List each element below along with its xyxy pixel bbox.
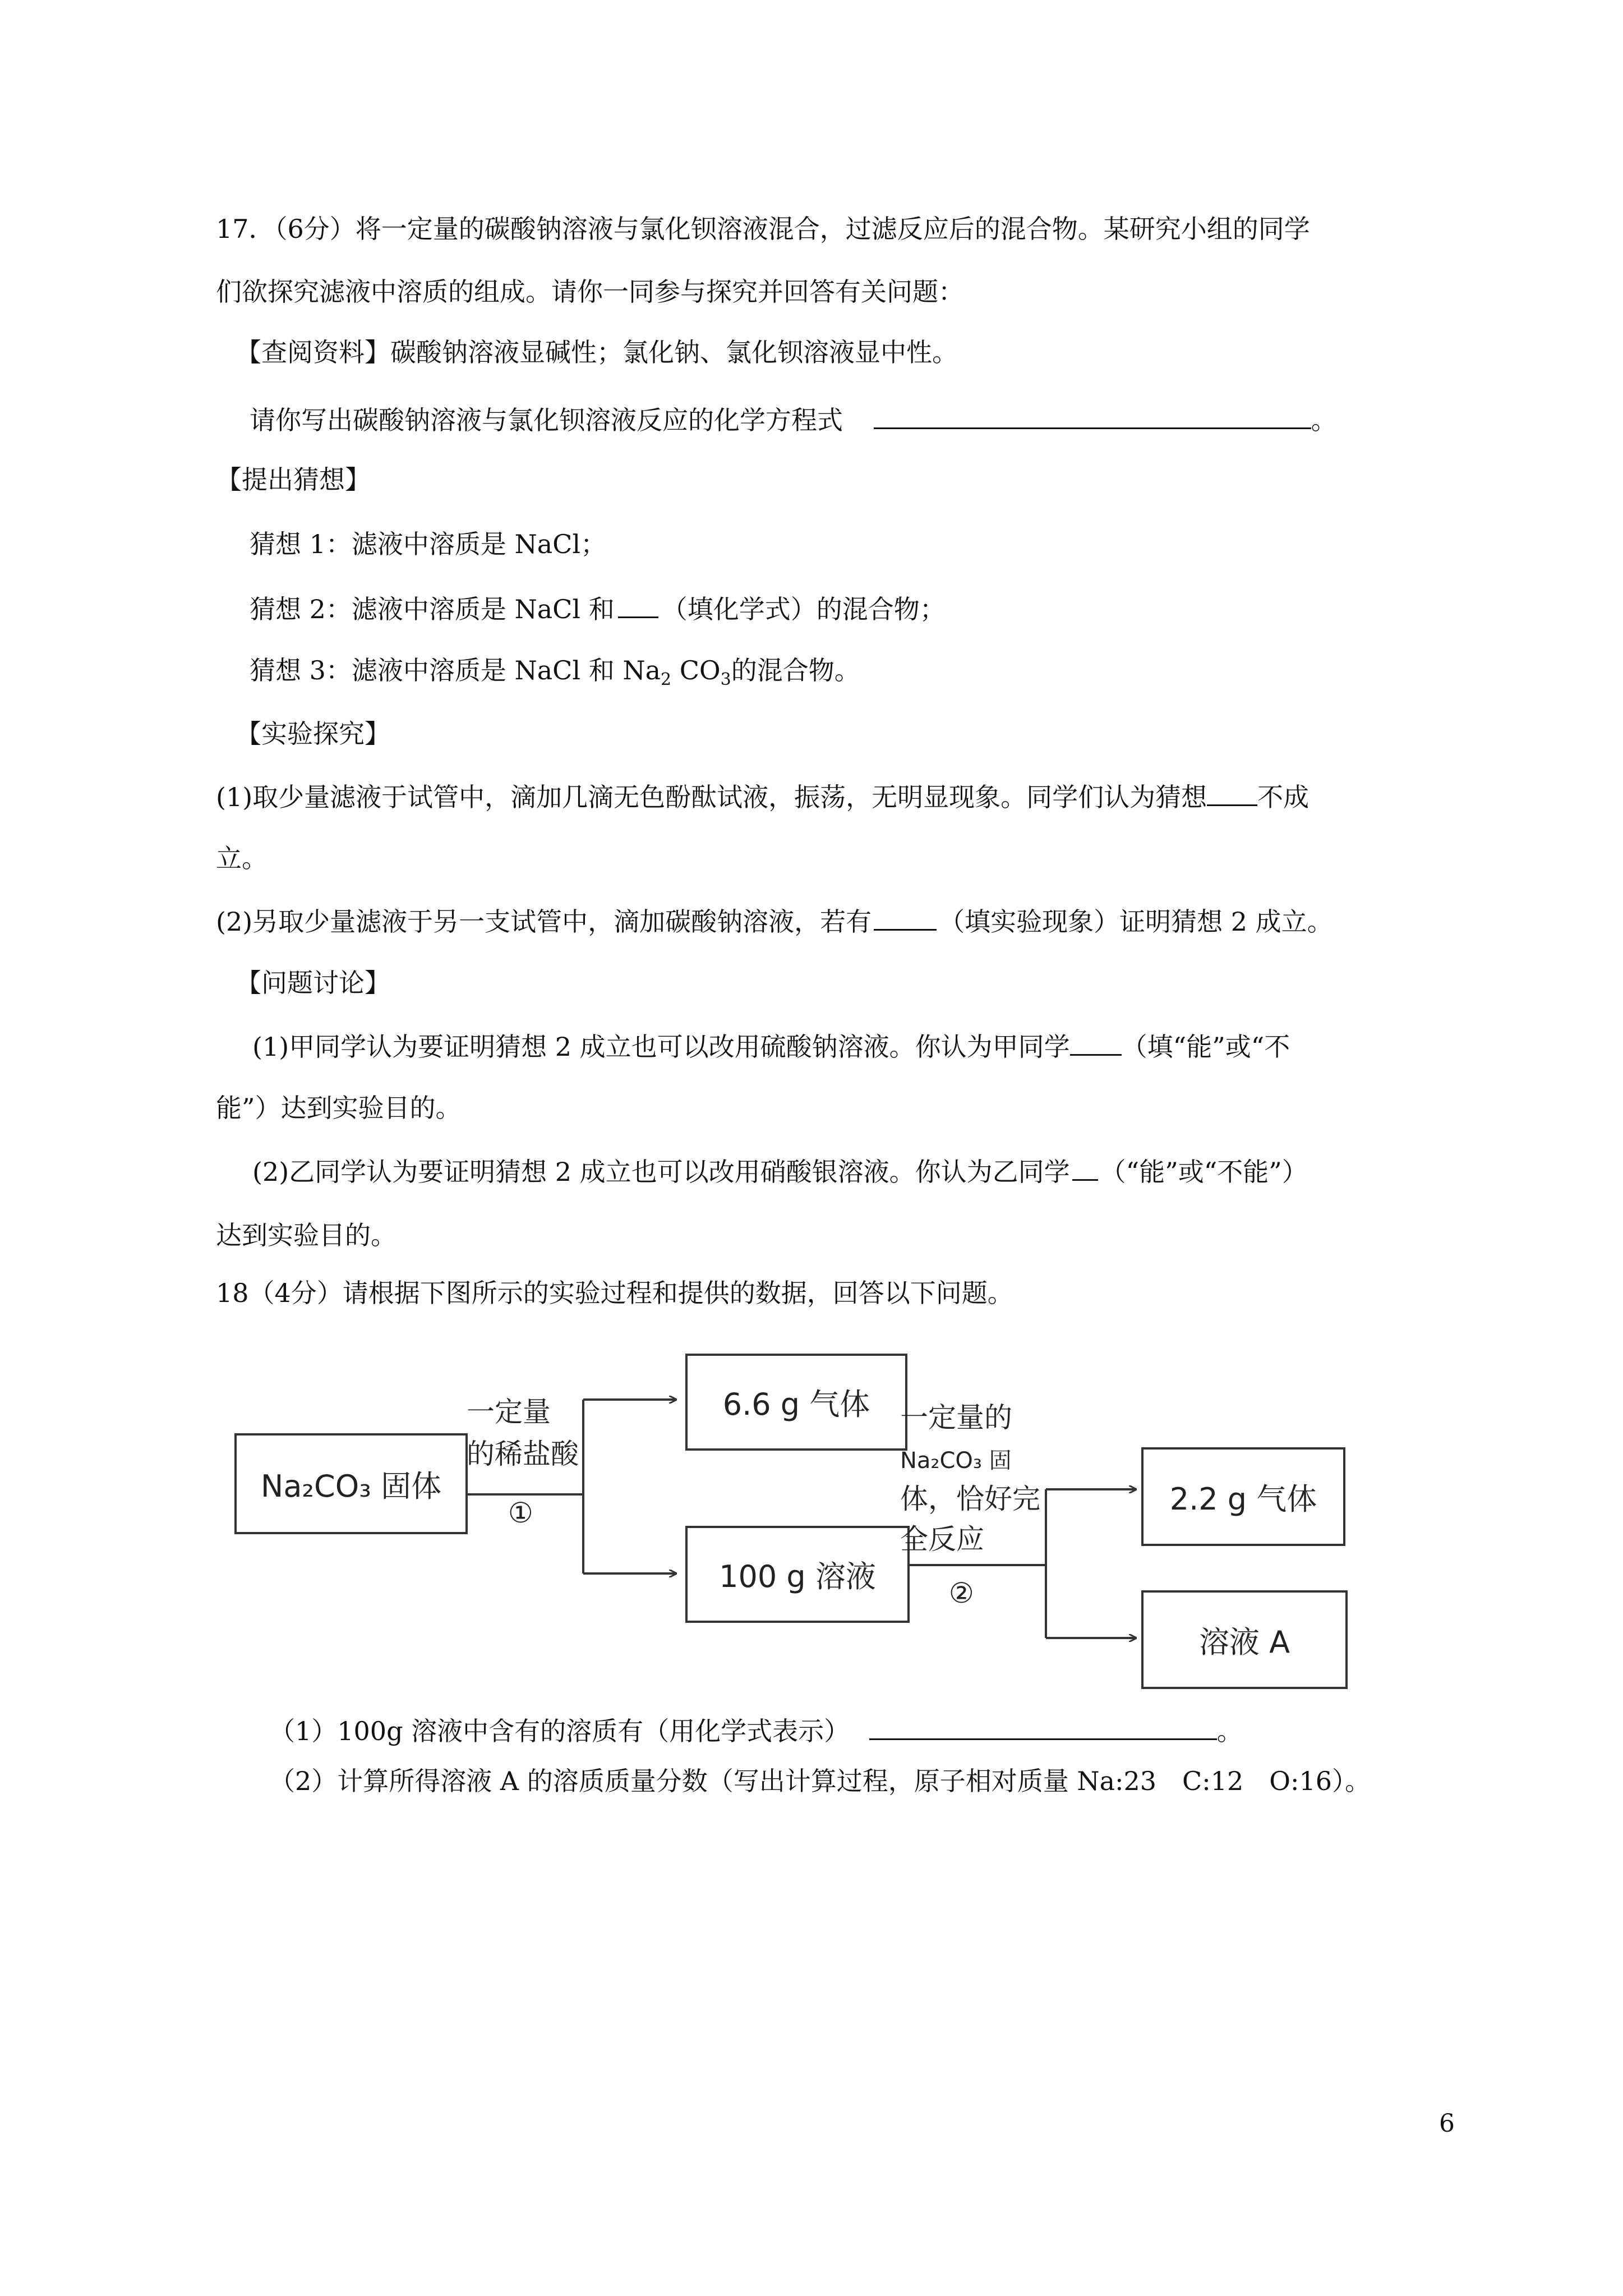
step2-number: ② [949, 1577, 974, 1609]
q18-sub-1 [269, 1714, 1243, 1748]
solution-a-box: 溶液 A [1141, 1590, 1348, 1689]
equation-prompt: 请你写出碳酸钠溶液与氯化钡溶液反应的化学方程式 [250, 405, 843, 435]
solution-100g-box: 100 g 溶液 [685, 1526, 910, 1623]
guess-3-sub-2: 2 [661, 670, 672, 690]
gas-6-6g-box: 6.6 g 气体 [685, 1354, 907, 1451]
step1-reagent-label-2: 的稀盐酸 [467, 1438, 579, 1470]
guess-3-text-b: CO [671, 655, 721, 685]
step1-reagent-label-1: 一定量 [467, 1396, 551, 1428]
q18-sub-1-blank[interactable] [869, 1714, 1217, 1740]
q18-sub-1-end: 。 [1216, 1716, 1243, 1746]
experiment-heading: 【实验探究】 [236, 719, 390, 749]
guess-3-text-a: 猜想 3：滤液中溶质是 NaCl 和 Na [250, 655, 661, 685]
q18-sub-1-text: （1）100g 溶液中含有的溶质有（用化学式表示） [269, 1716, 850, 1746]
q17-intro-line2: 们欲探究滤液中溶质的组成。请你一同参与探究并回答有关问题： [216, 277, 964, 307]
experiment-1-text-a: (1)取少量滤液于试管中，滴加几滴无色酚酞试液，振荡，无明显现象。同学们认为猜想 [216, 782, 1207, 812]
discussion-2-text-b: （“能”或“不能”） [1100, 1157, 1308, 1187]
experiment-2-text-a: (2)另取少量滤液于另一支试管中，滴加碳酸钠溶液，若有 [216, 907, 872, 937]
hypothesis-heading: 【提出猜想】 [216, 464, 371, 495]
discussion-2-text-a: (2)乙同学认为要证明猜想 2 成立也可以改用硝酸银溶液。你认为乙同学 [252, 1157, 1070, 1187]
experiment-1-text-b: 不成 [1257, 782, 1310, 812]
equation-end: 。 [1311, 405, 1337, 435]
guess-2-text-b: （填化学式）的混合物； [661, 594, 946, 624]
q18-sub-2: （2）计算所得溶液 A 的溶质质量分数（写出计算过程，原子相对质量 Na:23 C:12 O:16）。 [269, 1766, 1371, 1796]
q17-info: 【查阅资料】碳酸钠溶液显碱性；氯化钠、氯化钡溶液显中性。 [236, 337, 958, 367]
guess-2-text-a: 猜想 2：滤液中溶质是 NaCl 和 [250, 594, 615, 624]
experiment-2-text-b: （填实验现象）证明猜想 2 成立。 [939, 907, 1333, 937]
guess-3-sub-3: 3 [720, 670, 731, 690]
discussion-1-text-b: （填“能”或“不 [1121, 1032, 1290, 1062]
q17-intro-line1: 17．（6分）将一定量的碳酸钠溶液与氯化钡溶液混合，过滤反应后的混合物。某研究小组的同学 [216, 214, 1310, 244]
step2-reagent-label-4: 全反应 [900, 1523, 984, 1556]
q18-intro: 18（4分）请根据下图所示的实验过程和提供的数据，回答以下问题。 [216, 1278, 1013, 1308]
step1-number: ① [508, 1497, 533, 1529]
experiment-1-end: 立。 [216, 843, 268, 873]
guess-3-text-c: 的混合物。 [731, 655, 860, 685]
discussion-2-end: 达到实验目的。 [216, 1220, 396, 1250]
page-number: 6 [1439, 2109, 1455, 2138]
step2-reagent-label-1: 一定量的 [900, 1401, 1012, 1434]
guess-1: 猜想 1：滤液中溶质是 NaCl； [250, 529, 607, 559]
discussion-1-text-a: (1)甲同学认为要证明猜想 2 成立也可以改用硫酸钠溶液。你认为甲同学 [252, 1032, 1070, 1062]
step2-reagent-label-3: 体，恰好完 [900, 1483, 1040, 1515]
discussion-heading: 【问题讨论】 [236, 968, 390, 998]
na2co3-solid-box: Na₂CO₃ 固体 [234, 1433, 468, 1534]
step2-reagent-label-2: Na₂CO₃ 固 [900, 1448, 1012, 1474]
discussion-1-end: 能”）达到实验目的。 [216, 1093, 462, 1123]
gas-2-2g-box: 2.2 g 气体 [1141, 1447, 1345, 1546]
